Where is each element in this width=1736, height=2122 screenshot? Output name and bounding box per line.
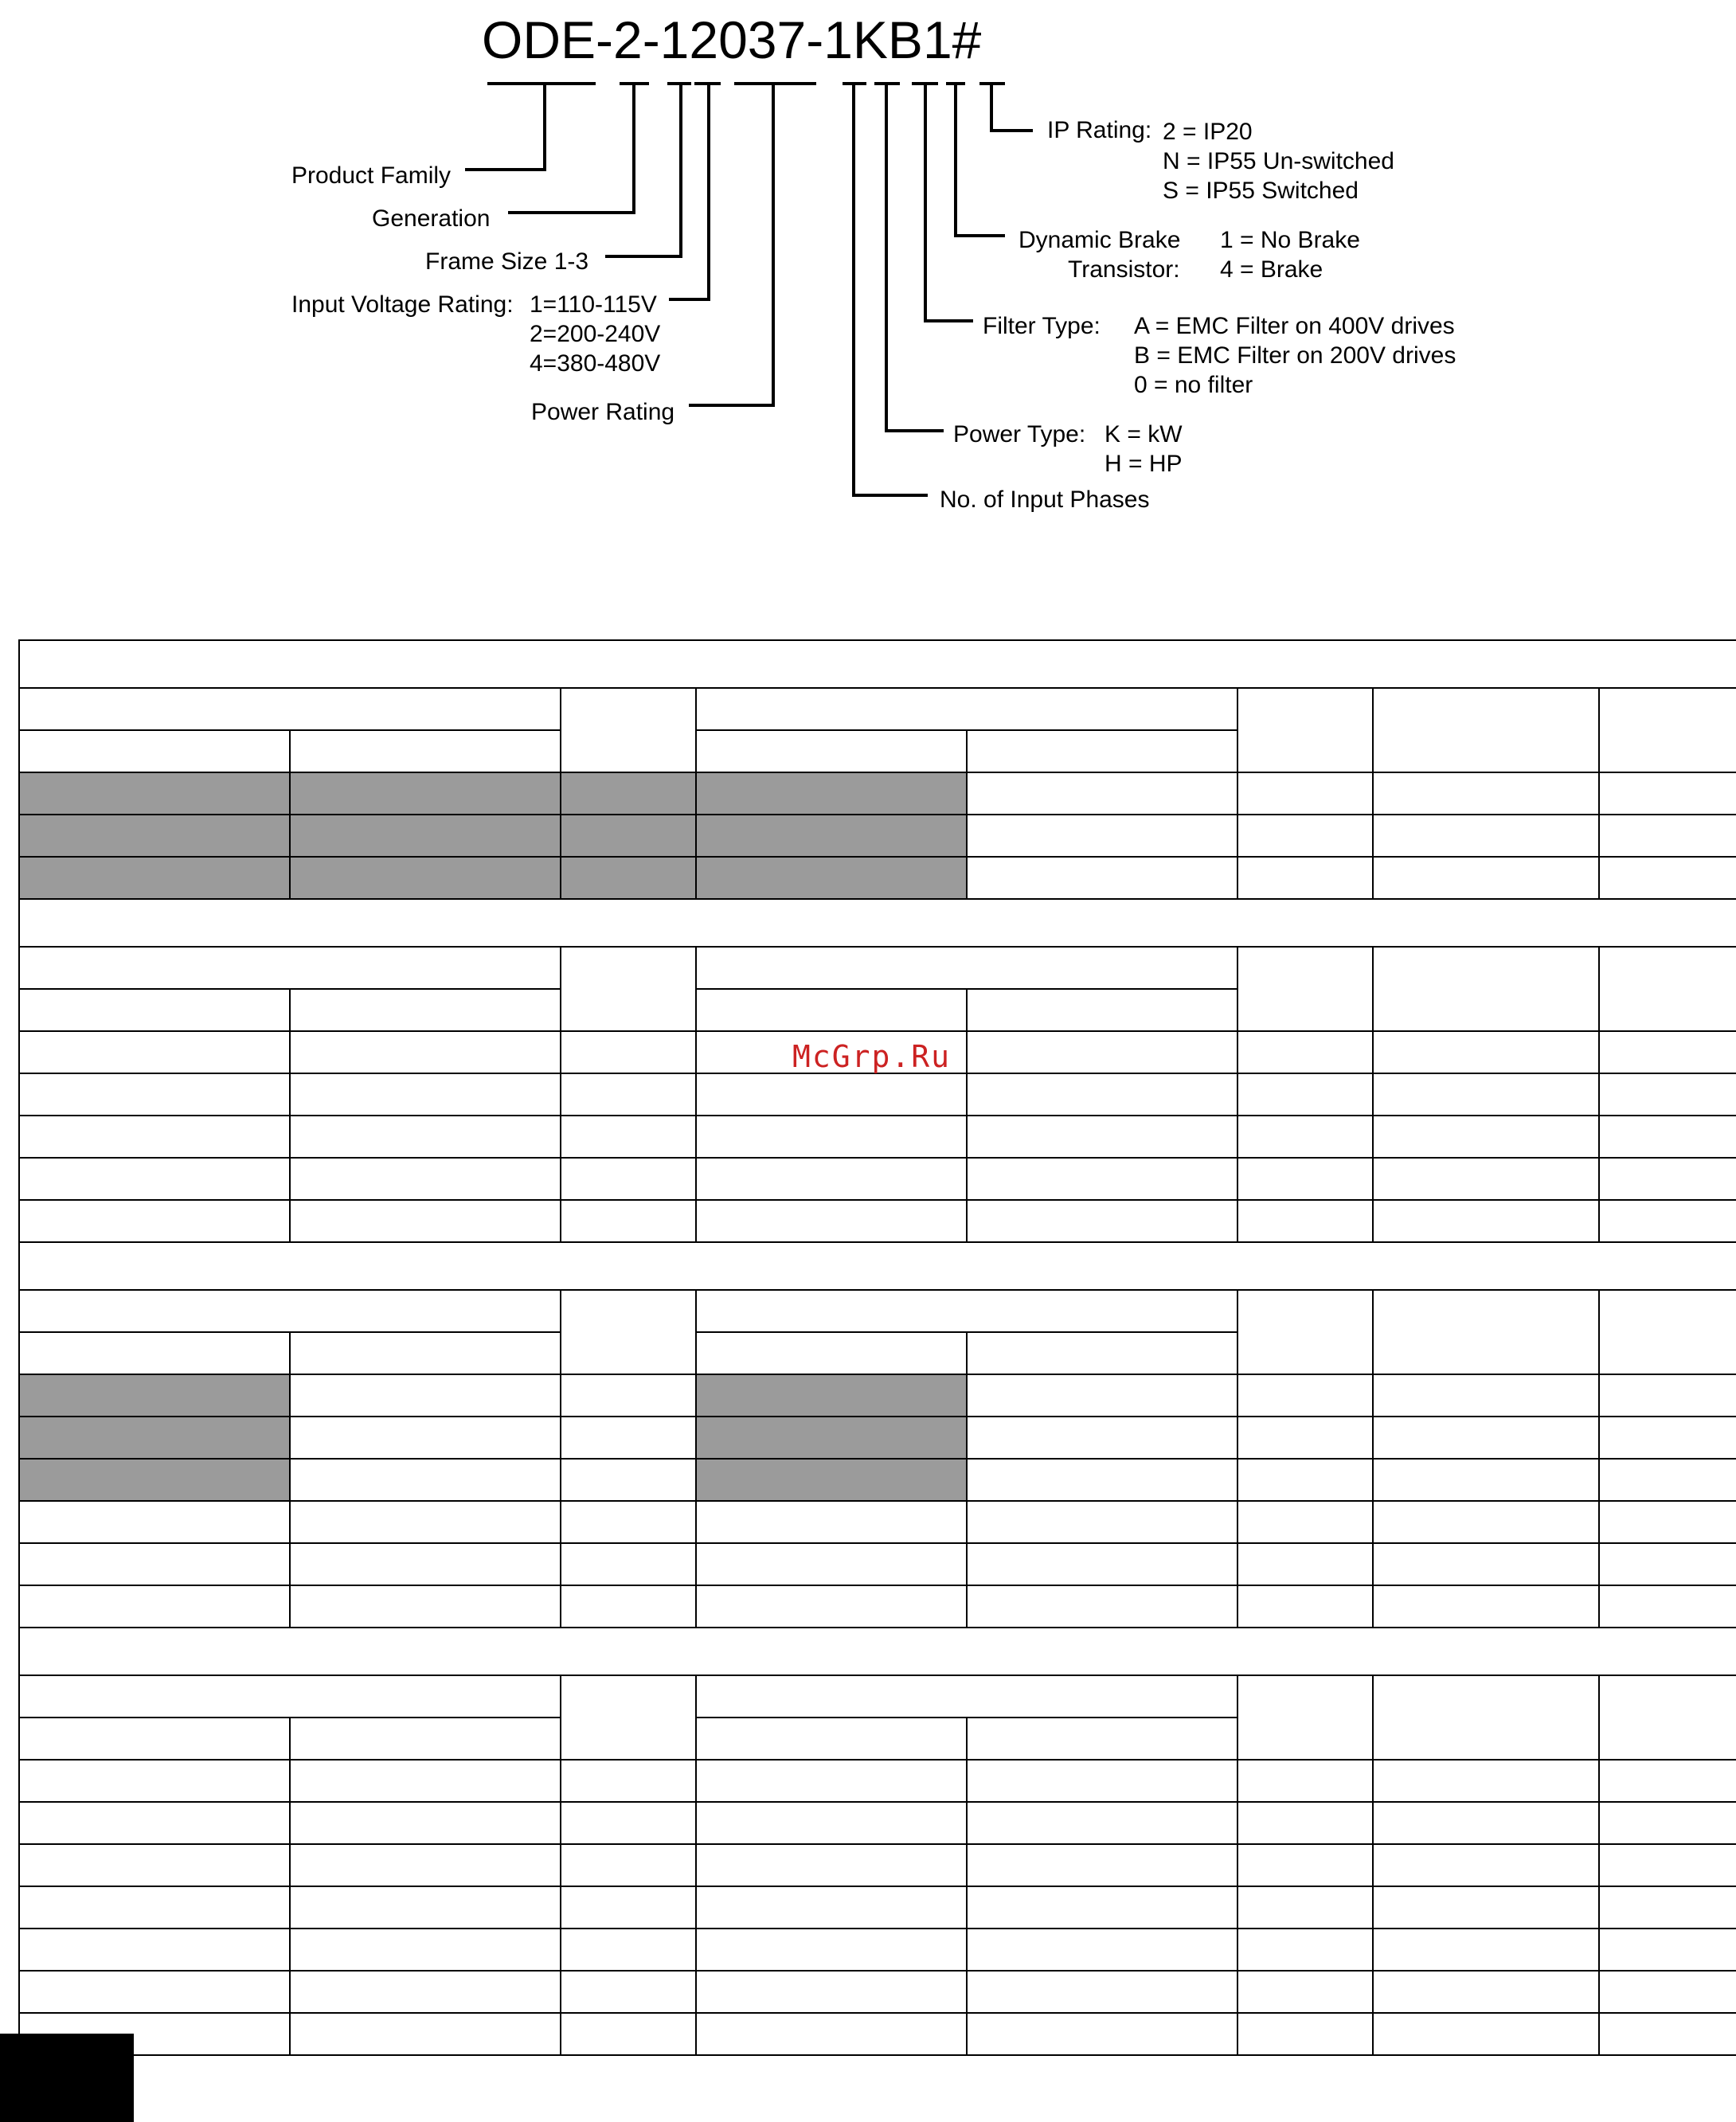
section-2-title-row [19,899,1736,947]
table-row [19,1585,1736,1628]
filter-type-option-1: A = EMC Filter on 400V drives [1134,313,1455,339]
section-3-title-row [19,1242,1736,1290]
ip-rating-option-3: S = IP55 Switched [1163,178,1359,204]
filter-type-option-2: B = EMC Filter on 200V drives [1134,342,1456,369]
section-2-header-row [19,947,1736,989]
table-row [19,1802,1736,1844]
model-code: ODE-2-12037-1KB1# [482,10,982,69]
filter-type-option-3: 0 = no filter [1134,372,1253,398]
table-row [19,857,1736,899]
dynamic-brake-option-1: 1 = No Brake [1220,227,1360,253]
filter-type-label: Filter Type: [983,313,1101,339]
power-rating-label: Power Rating [531,399,675,425]
table-row [19,1501,1736,1543]
ip-rating-option-1: 2 = IP20 [1163,119,1253,145]
section-3-header-row [19,1290,1736,1332]
table-row [19,1116,1736,1158]
input-voltage-option-2: 2=200-240V [530,321,661,347]
input-voltage-option-1: 1=110-115V [530,291,657,318]
input-voltage-label: Input Voltage Rating: [291,291,514,318]
section-4-title-row [19,1628,1736,1675]
table-row [19,1971,1736,2013]
watermark: McGrp.Ru [792,1039,952,1074]
table-row [19,1158,1736,1200]
section-1-header-row [19,688,1736,730]
table-row [19,1417,1736,1459]
power-type-option-2: H = HP [1105,451,1183,477]
table-row [19,815,1736,857]
table-row [19,1200,1736,1242]
power-type-option-1: K = kW [1105,421,1183,447]
section-1-title-row [19,640,1736,688]
table-row [19,1459,1736,1501]
dynamic-brake-option-2: 4 = Brake [1220,256,1324,283]
generation-label: Generation [372,205,491,232]
table-row [19,1886,1736,1929]
dynamic-brake-label: Dynamic Brake [1019,227,1181,253]
page-tab-block [0,2034,134,2122]
table-row [19,1844,1736,1886]
table-row [19,1929,1736,1971]
table-row [19,1073,1736,1116]
frame-size-label: Frame Size 1-3 [425,248,589,275]
ip-rating-option-2: N = IP55 Un-switched [1163,148,1394,174]
ip-rating-label: IP Rating: [1047,117,1152,143]
input-voltage-option-3: 4=380-480V [530,350,661,377]
input-phases-label: No. of Input Phases [940,487,1150,513]
table-row [19,1760,1736,1802]
power-type-label: Power Type: [953,421,1086,447]
dynamic-brake-label-2: Transistor: [1068,256,1180,283]
section-4-header-row [19,1675,1736,1718]
product-family-label: Product Family [291,162,452,189]
table-row [19,1543,1736,1585]
model-code-diagram [0,0,1736,557]
table-row [19,1374,1736,1417]
table-row [19,2013,1736,2055]
spec-table [18,639,1736,2056]
table-row [19,772,1736,815]
